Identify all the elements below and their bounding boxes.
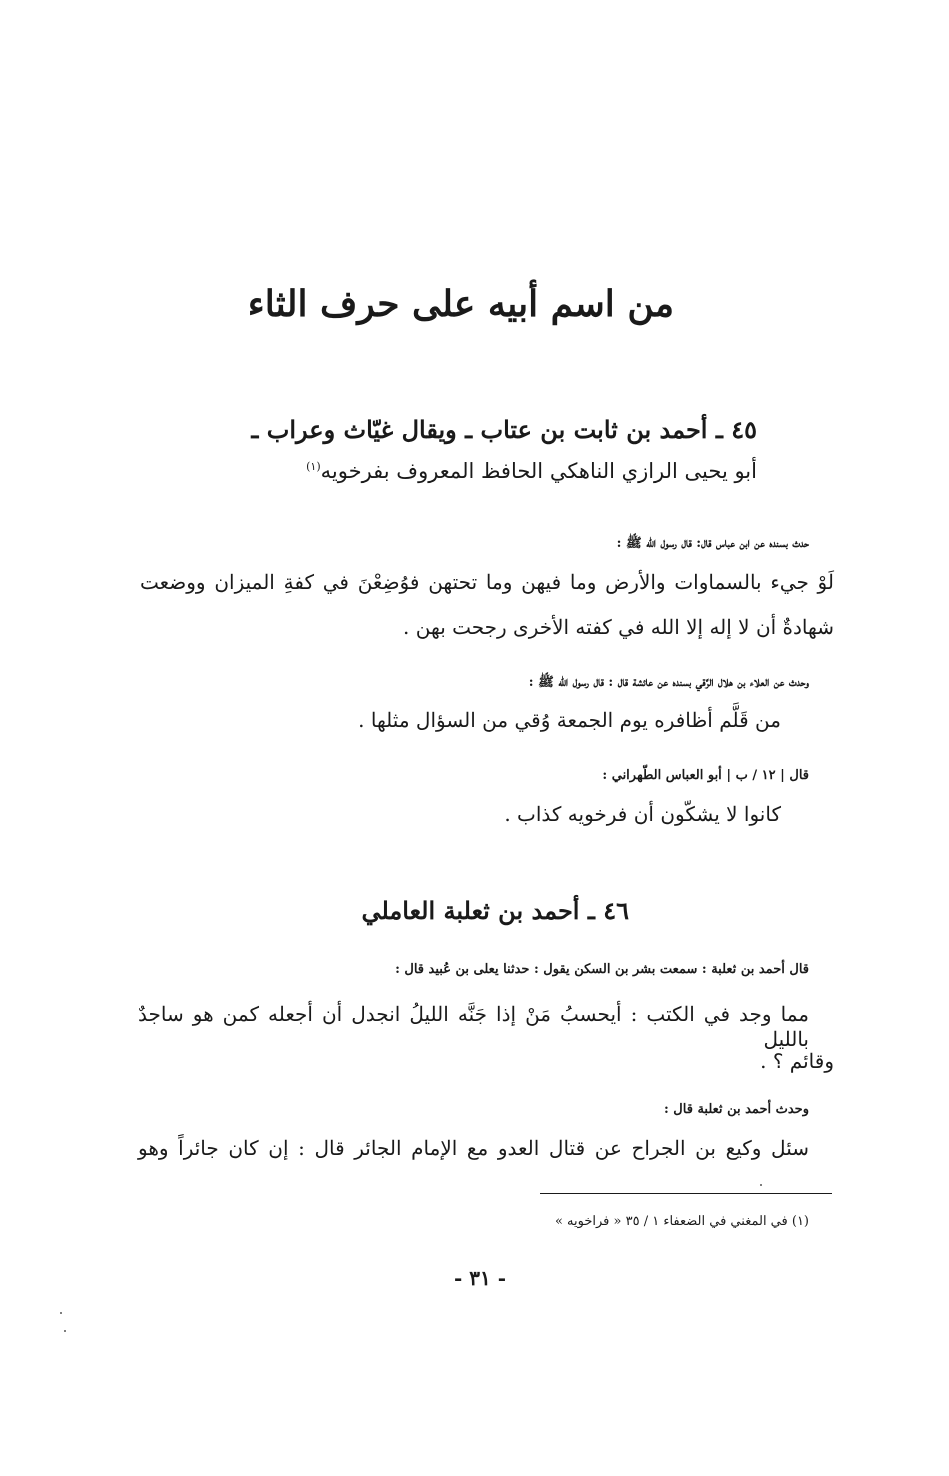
entry-45-text-3: كانوا لا يشكّون أن فرخويه كذاب .	[504, 802, 781, 826]
chapter-title: من اسم أبيه على حرف الثاء	[247, 283, 674, 325]
entry-46-text-1-line-2: وقائم ؟ .	[760, 1049, 834, 1073]
entry-45-intro-1: حدث بسنده عن ابن عباس قال: قال رسول الله ﷺ :	[616, 536, 809, 551]
footnote-separator	[540, 1193, 832, 1194]
entry-46-intro-1: قال أحمد بن ثعلبة : سمعت بشر بن السكن يقول : حدثنا يعلى بن عُبيد قال :	[395, 962, 809, 977]
page-number: - ٣١ -	[453, 1266, 506, 1290]
entry-46-intro-2: وحدث أحمد بن ثعلبة قال :	[663, 1102, 809, 1117]
entry-45-heading: ٤٥ ـ أحمد بن ثابت بن عتاب ـ ويقال غيّاث وعراب ـ	[251, 415, 757, 444]
entry-45-intro-2: وحدث عن العلاء بن هلال الرَّقي بسنده عن عائشة قال : قال رسول الله ﷺ :	[528, 675, 809, 690]
entry-45-subheading-text: أبو يحيى الرازي الناهكي الحافظ المعروف بفرخويه	[320, 459, 757, 483]
footnote-marker: (١)	[306, 460, 321, 473]
footnote-1: (١) في المغني في الضعفاء ١ / ٣٥ « فراخويه »	[554, 1214, 809, 1229]
entry-45-subheading	[306, 458, 757, 484]
entry-45-text-1-line-1: لَوْ جيء بالسماوات والأرض وما فيهن وما تحتهن فوُضِعْنَ في كفةِ الميزان ووضعت	[140, 570, 834, 594]
scan-speck	[64, 1330, 66, 1332]
scan-speck	[760, 1184, 762, 1186]
entry-45-text-1-line-2: شهادةٌ أن لا إله إلا الله في كفته الأخرى رجحت بهن .	[403, 615, 834, 639]
entry-46-heading: ٤٦ ـ أحمد بن ثعلبة العاملي	[361, 896, 629, 925]
scan-speck	[60, 1312, 62, 1314]
entry-45-intro-3: قال | ١٢ / ب | أبو العباس الطّهراني :	[602, 768, 809, 783]
entry-45-text-2: من قَلَّم أظافره يوم الجمعة وُقي من السؤال مثلها .	[358, 708, 781, 732]
entry-46-text-1-line-1: مما وجد في الكتب : أيحسبُ مَنْ إذا جَنَّه الليلُ انجدل أن أجعله كمن هو ساجدٌ بالليل	[138, 1002, 809, 1051]
entry-46-text-2: سئل وكيع بن الجراح عن قتال العدو مع الإمام الجائر قال : إن كان جائراً وهو	[138, 1136, 809, 1160]
